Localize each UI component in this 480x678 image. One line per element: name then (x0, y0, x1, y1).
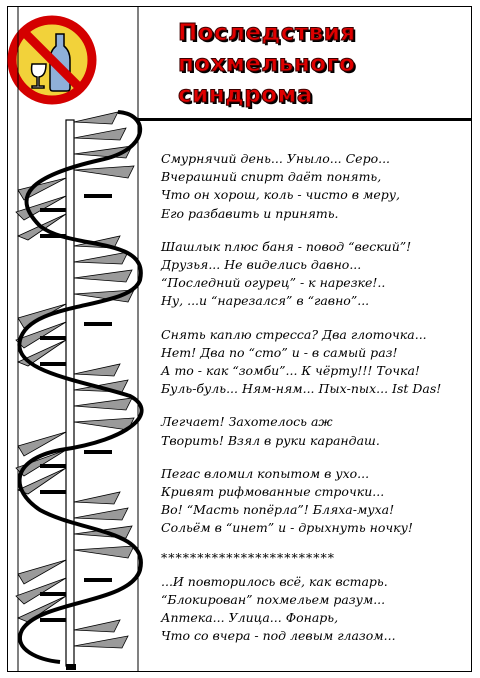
spiral-staircase-illustration (0, 0, 160, 678)
poem-line: Шашлык плюс баня - повод “веский”! (161, 238, 412, 254)
stanza-6 (161, 573, 466, 646)
poem-line: Легчает! Захотелось аж (161, 414, 333, 430)
poem-line: Нет! Два по “сто” и - в самый раз! (161, 344, 398, 360)
stanza-2 (161, 238, 466, 311)
poem-line: Что со вчера - под левым глазом... (161, 628, 396, 644)
poem-line: Пегас вломил копытом в ухо... (161, 465, 370, 481)
poem-line: Вчерашний спирт даёт понять, (161, 169, 382, 185)
poem-line: Во! “Масть попёрла”! Бляха-муха! (161, 502, 395, 518)
title-line-2: похмельного (178, 51, 356, 77)
poem-line: Друзья... Не виделись давно... (161, 257, 362, 273)
poem-line: ...И повторилось всё, как встарь. (161, 573, 388, 589)
poem-line: Ну, ...и “нарезался” в “гавно”... (161, 293, 370, 309)
stanza-5 (161, 465, 466, 538)
header-divider (138, 118, 472, 121)
title-line-3: синдрома (178, 82, 313, 108)
poem-text (161, 150, 466, 661)
stanza-separator: ************************ (161, 549, 335, 565)
poem-line: “Последний огурец” - к нарезке!.. (161, 275, 386, 291)
poem-line: Смурнячий день... Уныло... Серо... (161, 151, 391, 166)
poem-line: А то - как “зомби”... К чёрту!!! Точка! (161, 363, 420, 379)
poem-line: Буль-буль... Ням-ням... Пых-пых... Ist Das! (161, 381, 442, 397)
poem-line: Его разбавить и принять. (161, 205, 339, 221)
stanza-4 (161, 413, 466, 449)
stanza-1 (161, 150, 466, 223)
poem-line: “Блокирован” похмельем разум... (161, 592, 386, 608)
poem-line: Аптека... Улица... Фонарь, (161, 610, 339, 626)
poem-line: Что он хорош, коль - чисто в меру, (161, 187, 400, 203)
poem-line: Творить! Взял в руки карандаш. (161, 432, 380, 448)
page-title (178, 18, 356, 111)
poem-line: Снять каплю стресса? Два глоточка... (161, 326, 427, 342)
poem-line: Кривят рифмованные строчки... (161, 484, 385, 500)
stanza-3 (161, 326, 466, 399)
poem-line: Сольём в “инет” и - дрыхнуть ночку! (161, 520, 413, 536)
title-line-1: Последствия (178, 20, 356, 46)
